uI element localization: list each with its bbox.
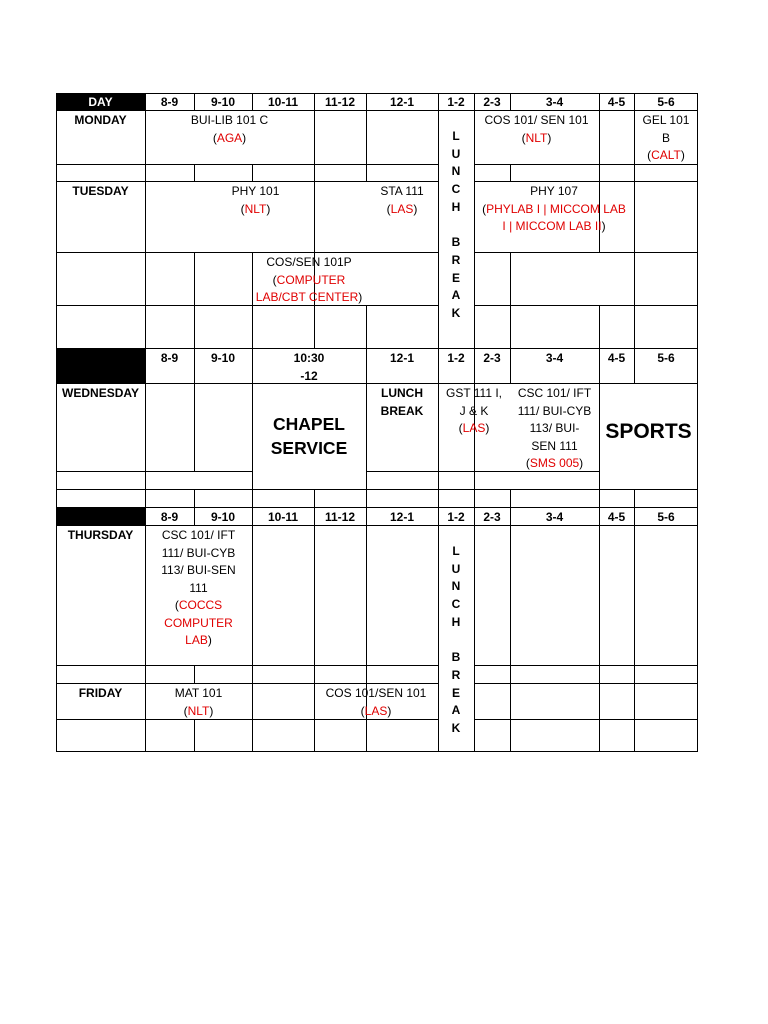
course-code: GEL 101 bbox=[642, 113, 690, 127]
header-slot-3-4: 3-4 bbox=[545, 95, 564, 109]
header-slot-5-6: 5-6 bbox=[657, 95, 675, 109]
course-code: COS/SEN 101P bbox=[266, 255, 352, 269]
course-code: COS 101/ SEN 101 bbox=[484, 113, 589, 127]
tuesday-phy101-cell bbox=[145, 182, 366, 218]
course-group: B bbox=[661, 130, 670, 145]
fri-cos101-cell bbox=[314, 684, 438, 720]
course-venue: (NLT) bbox=[240, 201, 271, 216]
course-code-cont: 111/ BUI-CYB bbox=[161, 545, 236, 560]
course-code-cont: 113/ BUI-SEN bbox=[161, 563, 236, 577]
fri-mat101-cell bbox=[145, 684, 252, 720]
thu-header-slot-12-1: 12-1 bbox=[389, 510, 415, 524]
course-venue: (LAS) bbox=[360, 703, 392, 718]
course-code: CSC 101/ IFT bbox=[161, 528, 236, 542]
header-slot-8-9: 8-9 bbox=[160, 95, 179, 109]
thu-header-slot-4-5: 4-5 bbox=[607, 510, 626, 524]
thu-header-slot-1-2: 1-2 bbox=[447, 510, 465, 524]
timetable bbox=[56, 93, 698, 752]
thu-csc101-cell bbox=[145, 526, 252, 650]
wed-header-slot-5-6: 5-6 bbox=[657, 351, 675, 365]
course-venue: (LAS) bbox=[458, 421, 490, 435]
day-friday: FRIDAY bbox=[78, 686, 123, 700]
day-wednesday: WEDNESDAY bbox=[62, 386, 139, 400]
wed-header-slot-4-5: 4-5 bbox=[607, 351, 626, 365]
thu-header-slot-5-6: 5-6 bbox=[657, 510, 675, 524]
course-code-cont: SEN 111 bbox=[531, 438, 578, 453]
tuesday-cossen101p-cell bbox=[252, 253, 366, 307]
course-venue: (SMS 005) bbox=[525, 456, 584, 470]
tuesday-sta111-cell bbox=[366, 182, 438, 218]
course-venue: (PHYLAB I | MICCOM LAB bbox=[482, 201, 626, 216]
monday-builib-cell bbox=[145, 111, 314, 147]
course-venue: (AGA) bbox=[212, 130, 247, 145]
monday-gel101-cell bbox=[634, 111, 698, 165]
day-monday: MONDAY bbox=[74, 113, 127, 127]
course-venue-cont: LAB/CBT CENTER) bbox=[255, 290, 363, 304]
course-groups: J & K bbox=[459, 403, 489, 418]
wed-header-slot-12-1: 12-1 bbox=[389, 351, 415, 365]
wed-lunch-break: LUNCH BREAK bbox=[380, 386, 424, 418]
wed-header-slot-8-9: 8-9 bbox=[160, 351, 179, 365]
header-day: DAY bbox=[88, 95, 113, 109]
course-venue: (COMPUTER bbox=[272, 272, 346, 287]
course-venue: (NLT) bbox=[183, 703, 214, 718]
monday-cos101-cell bbox=[474, 111, 599, 147]
course-venue-cont: LAB) bbox=[185, 633, 212, 647]
course-code: PHY 107 bbox=[530, 184, 578, 198]
thu-header-slot-8-9: 8-9 bbox=[160, 510, 179, 524]
day-thursday: THURSDAY bbox=[67, 528, 134, 542]
course-venue: (NLT) bbox=[521, 130, 552, 145]
header-slot-12-1: 12-1 bbox=[389, 95, 415, 109]
thu-header-slot-2-3: 2-3 bbox=[483, 510, 501, 524]
header-slot-9-10: 9-10 bbox=[210, 95, 236, 109]
thu-header-slot-9-10: 9-10 bbox=[210, 510, 236, 524]
course-venue: (LAS) bbox=[386, 201, 418, 216]
wed-csc101-cell bbox=[510, 384, 599, 473]
course-code: PHY 101 bbox=[231, 184, 280, 198]
sports: SPORTS bbox=[605, 420, 692, 443]
wed-header-slot-1030-12: 10:30 -12 bbox=[293, 351, 325, 383]
course-code: COS 101/SEN 101 bbox=[325, 686, 427, 700]
course-code-cont: 111 bbox=[189, 580, 208, 595]
header-slot-2-3: 2-3 bbox=[483, 95, 501, 109]
header-slot-10-11: 10-11 bbox=[267, 95, 299, 109]
course-venue-cont: I | MICCOM LAB II) bbox=[502, 219, 606, 233]
thu-header-slot-3-4: 3-4 bbox=[545, 510, 564, 524]
wed-header-slot-9-10: 9-10 bbox=[210, 351, 236, 365]
course-venue-cont: COMPUTER bbox=[164, 615, 233, 630]
wed-header-slot-1-2: 1-2 bbox=[447, 351, 465, 365]
course-code: GST 111 I, bbox=[445, 386, 503, 400]
tuesday-phy107-cell bbox=[474, 182, 634, 236]
course-code: CSC 101/ IFT bbox=[517, 386, 592, 400]
course-code-cont: 111/ BUI-CYB bbox=[517, 403, 592, 418]
wed-header-slot-2-3: 2-3 bbox=[483, 351, 501, 365]
course-venue: (COCCS bbox=[174, 598, 223, 612]
course-code: MAT 101 bbox=[174, 686, 223, 700]
header-slot-1-2: 1-2 bbox=[447, 95, 465, 109]
thu-header-slot-10-11: 10-11 bbox=[267, 510, 299, 524]
header-slot-4-5: 4-5 bbox=[607, 95, 626, 109]
chapel-service: CHAPEL SERVICE bbox=[270, 414, 348, 458]
lunch-break-vertical-top: L U N C H B R E A K bbox=[451, 129, 461, 320]
header-slot-11-12: 11-12 bbox=[324, 95, 356, 109]
wed-gst111-cell bbox=[438, 384, 510, 438]
course-code: STA 111 bbox=[380, 184, 424, 198]
day-tuesday: TUESDAY bbox=[72, 184, 129, 198]
wed-header-slot-3-4: 3-4 bbox=[545, 351, 564, 365]
course-code: BUI-LIB 101 C bbox=[190, 113, 269, 127]
thu-header-slot-11-12: 11-12 bbox=[324, 510, 356, 524]
course-code-cont: 113/ BUI- bbox=[529, 421, 580, 435]
course-venue: (CALT) bbox=[647, 148, 685, 162]
lunch-break-vertical-bottom: L U N C H B R E A K bbox=[451, 544, 461, 735]
